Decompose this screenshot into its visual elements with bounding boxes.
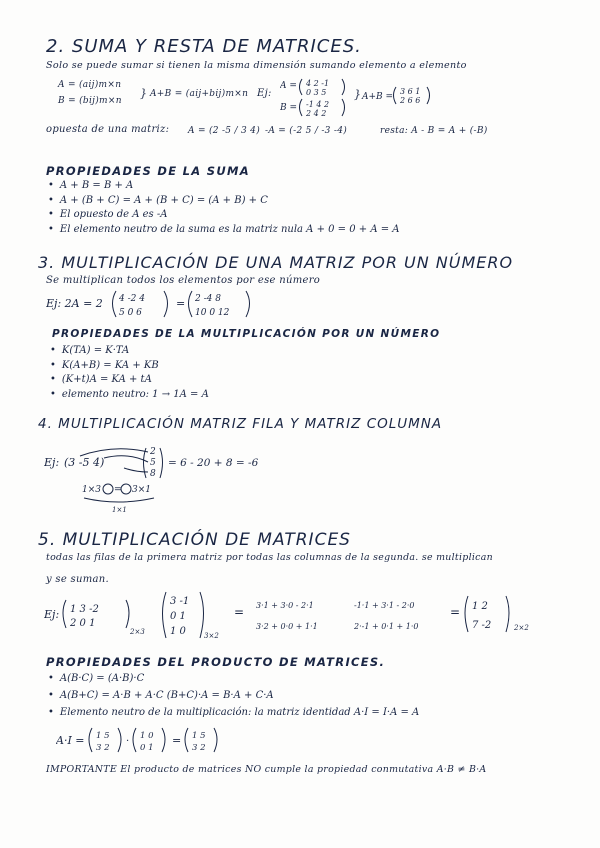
section-3-title: 3. MULTIPLICACIÓN DE UNA MATRIZ POR UN NÚMERO bbox=[38, 253, 514, 272]
section-5-intro-2: y se suman. bbox=[46, 574, 109, 585]
prod-m1-row2: 2 0 1 bbox=[70, 618, 96, 629]
svg-text:=: = bbox=[172, 734, 182, 747]
prod-ej: Ej: bbox=[44, 608, 60, 621]
prod-eq-2: = bbox=[450, 605, 461, 619]
prop-mult-item: • (K+t)A = KA + tA bbox=[50, 373, 209, 388]
prop-mult-title: PROPIEDADES DE LA MULTIPLICACIÓN POR UN NÚMERO bbox=[52, 328, 441, 340]
prop-prod-title: PROPIEDADES DEL PRODUCTO DE MATRICES. bbox=[46, 655, 386, 669]
ex-a-label: A = bbox=[280, 81, 297, 91]
ex-a-row2: 0 3 5 bbox=[306, 88, 327, 97]
product-example bbox=[44, 588, 564, 644]
def-a: A = (aij)m×n bbox=[58, 80, 122, 90]
scalar-m-row1: 4 -2 4 bbox=[119, 294, 145, 304]
id-res-row2: 3 2 bbox=[192, 743, 206, 753]
scalar-m-row2: 5 0 6 bbox=[119, 308, 142, 318]
rowcol-col2: 5 bbox=[150, 458, 156, 468]
ex-b-label: B = bbox=[280, 103, 298, 113]
prod-m1-row1: 1 3 -2 bbox=[70, 604, 99, 615]
scalar-eq: = bbox=[176, 297, 186, 310]
section-2-intro: Solo se puede sumar si tienen la misma dimensión sumando elemento a elemento bbox=[46, 60, 467, 71]
svg-text:=: = bbox=[114, 485, 122, 495]
prod-calc-r1c1: 3·1 + 3·0 - 2·1 bbox=[256, 601, 314, 610]
prop-suma-list bbox=[48, 179, 400, 237]
scalar-r-row2: 10 0 12 bbox=[195, 308, 230, 318]
ex-sum-row1: 3 6 1 bbox=[400, 87, 421, 96]
section-5-title: 5. MULTIPLICACIÓN DE MATRICES bbox=[38, 530, 351, 550]
scalar-example bbox=[46, 288, 306, 322]
svg-text:}: } bbox=[354, 88, 361, 101]
prop-mult-item: • elemento neutro: 1 → 1A = A bbox=[50, 388, 209, 403]
prod-m1-dim: 2×3 bbox=[130, 628, 145, 636]
ex-b-row2: 2 4 2 bbox=[306, 109, 327, 118]
def-sum: A+B = (aij+bij)m×n bbox=[150, 89, 249, 99]
section-5-intro-1: todas las filas de la primera matriz por todas las columnas de la segunda. se multiplican bbox=[46, 552, 493, 563]
prod-m2-row2: 0 1 bbox=[170, 611, 186, 622]
prop-prod-item: • A(B·C) = (A·B)·C bbox=[48, 670, 419, 687]
rowcol-dim-b: 3×1 bbox=[132, 485, 151, 495]
sum-example bbox=[280, 76, 600, 120]
prop-prod-list bbox=[48, 670, 419, 721]
rowcol-col3: 8 bbox=[150, 469, 156, 479]
resta: resta: A - B = A + (-B) bbox=[380, 126, 488, 136]
important-note: IMPORTANTE El producto de matrices NO cumple la propiedad conmutativa A·B ≠ B·A bbox=[46, 764, 487, 775]
def-b: B = (bij)m×n bbox=[58, 96, 122, 106]
ex-b-row1: -1 4 2 bbox=[306, 100, 330, 109]
rowcol-result: = 6 - 20 + 8 = -6 bbox=[168, 457, 259, 469]
prod-res-row1: 1 2 bbox=[472, 601, 488, 612]
prod-calc-r1c2: -1·1 + 3·1 - 2·0 bbox=[354, 601, 415, 610]
id-a-row1: 1 5 bbox=[96, 731, 110, 741]
prod-calc-r2c2: 2·-1 + 0·1 + 1·0 bbox=[354, 622, 419, 631]
section-4-title: 4. MULTIPLICACIÓN MATRIZ FILA Y MATRIZ COLUMNA bbox=[38, 416, 443, 432]
section-2-title: 2. SUMA Y RESTA DE MATRICES. bbox=[46, 36, 362, 57]
svg-text:·: · bbox=[126, 736, 130, 747]
rowcol-dim-a: 1×3 bbox=[82, 485, 101, 495]
id-res-row1: 1 5 bbox=[192, 731, 206, 741]
scalar-ej: Ej: 2A = 2 bbox=[46, 297, 103, 310]
identity-example bbox=[56, 724, 276, 756]
prod-eq-1: = bbox=[234, 605, 245, 619]
prop-suma-item: • El opuesto de A es -A bbox=[48, 208, 400, 223]
scalar-r-row1: 2 -4 8 bbox=[195, 294, 221, 304]
rowcol-ej: Ej: bbox=[44, 456, 60, 469]
prod-res-row2: 7 -2 bbox=[472, 620, 492, 631]
id-left: A·I = bbox=[56, 734, 85, 747]
row-col-example bbox=[44, 440, 364, 516]
id-i-row2: 0 1 bbox=[140, 743, 154, 753]
prop-mult-item: • K(A+B) = KA + KB bbox=[50, 359, 209, 374]
opuesta-neg-a: -A = (-2 5 / -3 -4) bbox=[265, 126, 348, 136]
prop-mult-list bbox=[50, 344, 209, 402]
prop-suma-title: PROPIEDADES DE LA SUMA bbox=[46, 164, 250, 178]
id-i-row1: 1 0 bbox=[140, 731, 154, 741]
rowcol-col1: 2 bbox=[150, 447, 156, 457]
ex-sum-row2: 2 6 6 bbox=[400, 96, 421, 105]
section-3-intro: Se multiplican todos los elementos por ese número bbox=[46, 275, 321, 286]
ex-a-row1: 4 2 -1 bbox=[306, 79, 330, 88]
prop-suma-item: • A + B = B + A bbox=[48, 179, 400, 194]
bracket-left: } bbox=[140, 87, 148, 100]
prop-prod-item: • Elemento neutro de la multiplicación: la matriz identidad A·I = I·A = A bbox=[48, 704, 419, 721]
prod-calc-r2c1: 3·2 + 0·0 + 1·1 bbox=[256, 622, 318, 631]
prod-m2-row1: 3 -1 bbox=[170, 596, 190, 607]
prod-res-dim: 2×2 bbox=[514, 624, 529, 632]
example-label: Ej: bbox=[257, 88, 272, 99]
prop-mult-item: • K(TA) = K·TA bbox=[50, 344, 209, 359]
rowcol-row: (3 -5 4) bbox=[64, 456, 105, 469]
prod-m2-dim: 3×2 bbox=[204, 632, 219, 640]
opuesta-label: opuesta de una matriz: bbox=[46, 124, 170, 135]
rowcol-dim-res: 1×1 bbox=[112, 506, 127, 514]
prod-m2-row3: 1 0 bbox=[170, 626, 186, 637]
prop-suma-item: • A + (B + C) = A + (B + C) = (A + B) + C bbox=[48, 194, 400, 209]
opuesta-a: A = (2 -5 / 3 4) bbox=[188, 126, 261, 136]
prop-prod-item: • A(B+C) = A·B + A·C (B+C)·A = B·A + C·A bbox=[48, 687, 419, 704]
id-a-row2: 3 2 bbox=[96, 743, 110, 753]
prop-suma-item: • El elemento neutro de la suma es la matriz nula A + 0 = 0 + A = A bbox=[48, 223, 400, 238]
ex-sum-label: A+B = bbox=[362, 92, 394, 102]
